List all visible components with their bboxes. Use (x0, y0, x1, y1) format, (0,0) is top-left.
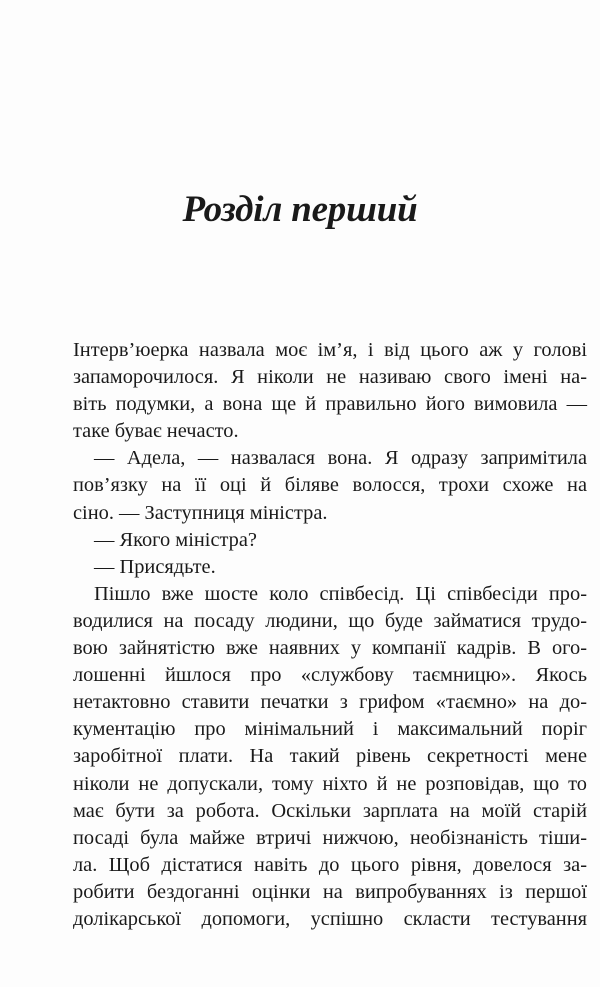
text-line: ла. Щоб дістатися навіть до цього рівня, довелося за- (73, 853, 587, 876)
text-line: кументацію про мінімальний і максимальний поріг (73, 718, 587, 741)
text-line: робити бездоганні оцінки на випробуваннях із першої (73, 880, 587, 903)
chapter-title: Розділ перший (182, 189, 418, 230)
text-line: вою зайнятістю вже наявних у компанії кадрів. В ого- (73, 637, 587, 660)
text-line: таке буває нечасто. (73, 420, 239, 443)
text-line: сіно. — Заступниця міністра. (73, 501, 328, 524)
text-line: водилися на посаду людини, що буде займатися трудо- (73, 609, 587, 632)
text-line: ніколи не допускали, тому ніхто й не розповідав, що то (73, 772, 587, 795)
text-line: посаді була майже втричі нижчою, необізнаність тіши- (73, 826, 587, 849)
text-line: — Якого міністра? (94, 528, 257, 551)
text-line: лошенні йшлося про «службову таємницю». Якось (73, 664, 587, 687)
text-line: запаморочилося. Я ніколи не називаю свого імені на- (73, 366, 587, 389)
text-line: віть подумки, а вона ще й правильно його вимовила — (73, 393, 587, 416)
body-text (73, 337, 587, 933)
text-line: долікарської допомоги, успішно скласти тестування (73, 907, 587, 930)
text-line: пов’язку на її оці й біляве волосся, трохи схоже на (73, 474, 587, 497)
text-line: нетактовно ставити печатки з грифом «таємно» на до- (73, 691, 587, 714)
text-line: — Адела, — назвалася вона. Я одразу запримітила (94, 447, 587, 470)
text-line: Пішло вже шосте коло співбесід. Ці співбесіди про- (94, 582, 587, 605)
text-line: — Присядьте. (94, 555, 216, 578)
text-line: заробітної плати. На такий рівень секретності мене (73, 745, 587, 768)
text-line: має бути за робота. Оскільки зарплата на моїй старій (73, 799, 587, 822)
text-line: Інтерв’юерка назвала моє ім’я, і від цього аж у голові (73, 339, 587, 361)
